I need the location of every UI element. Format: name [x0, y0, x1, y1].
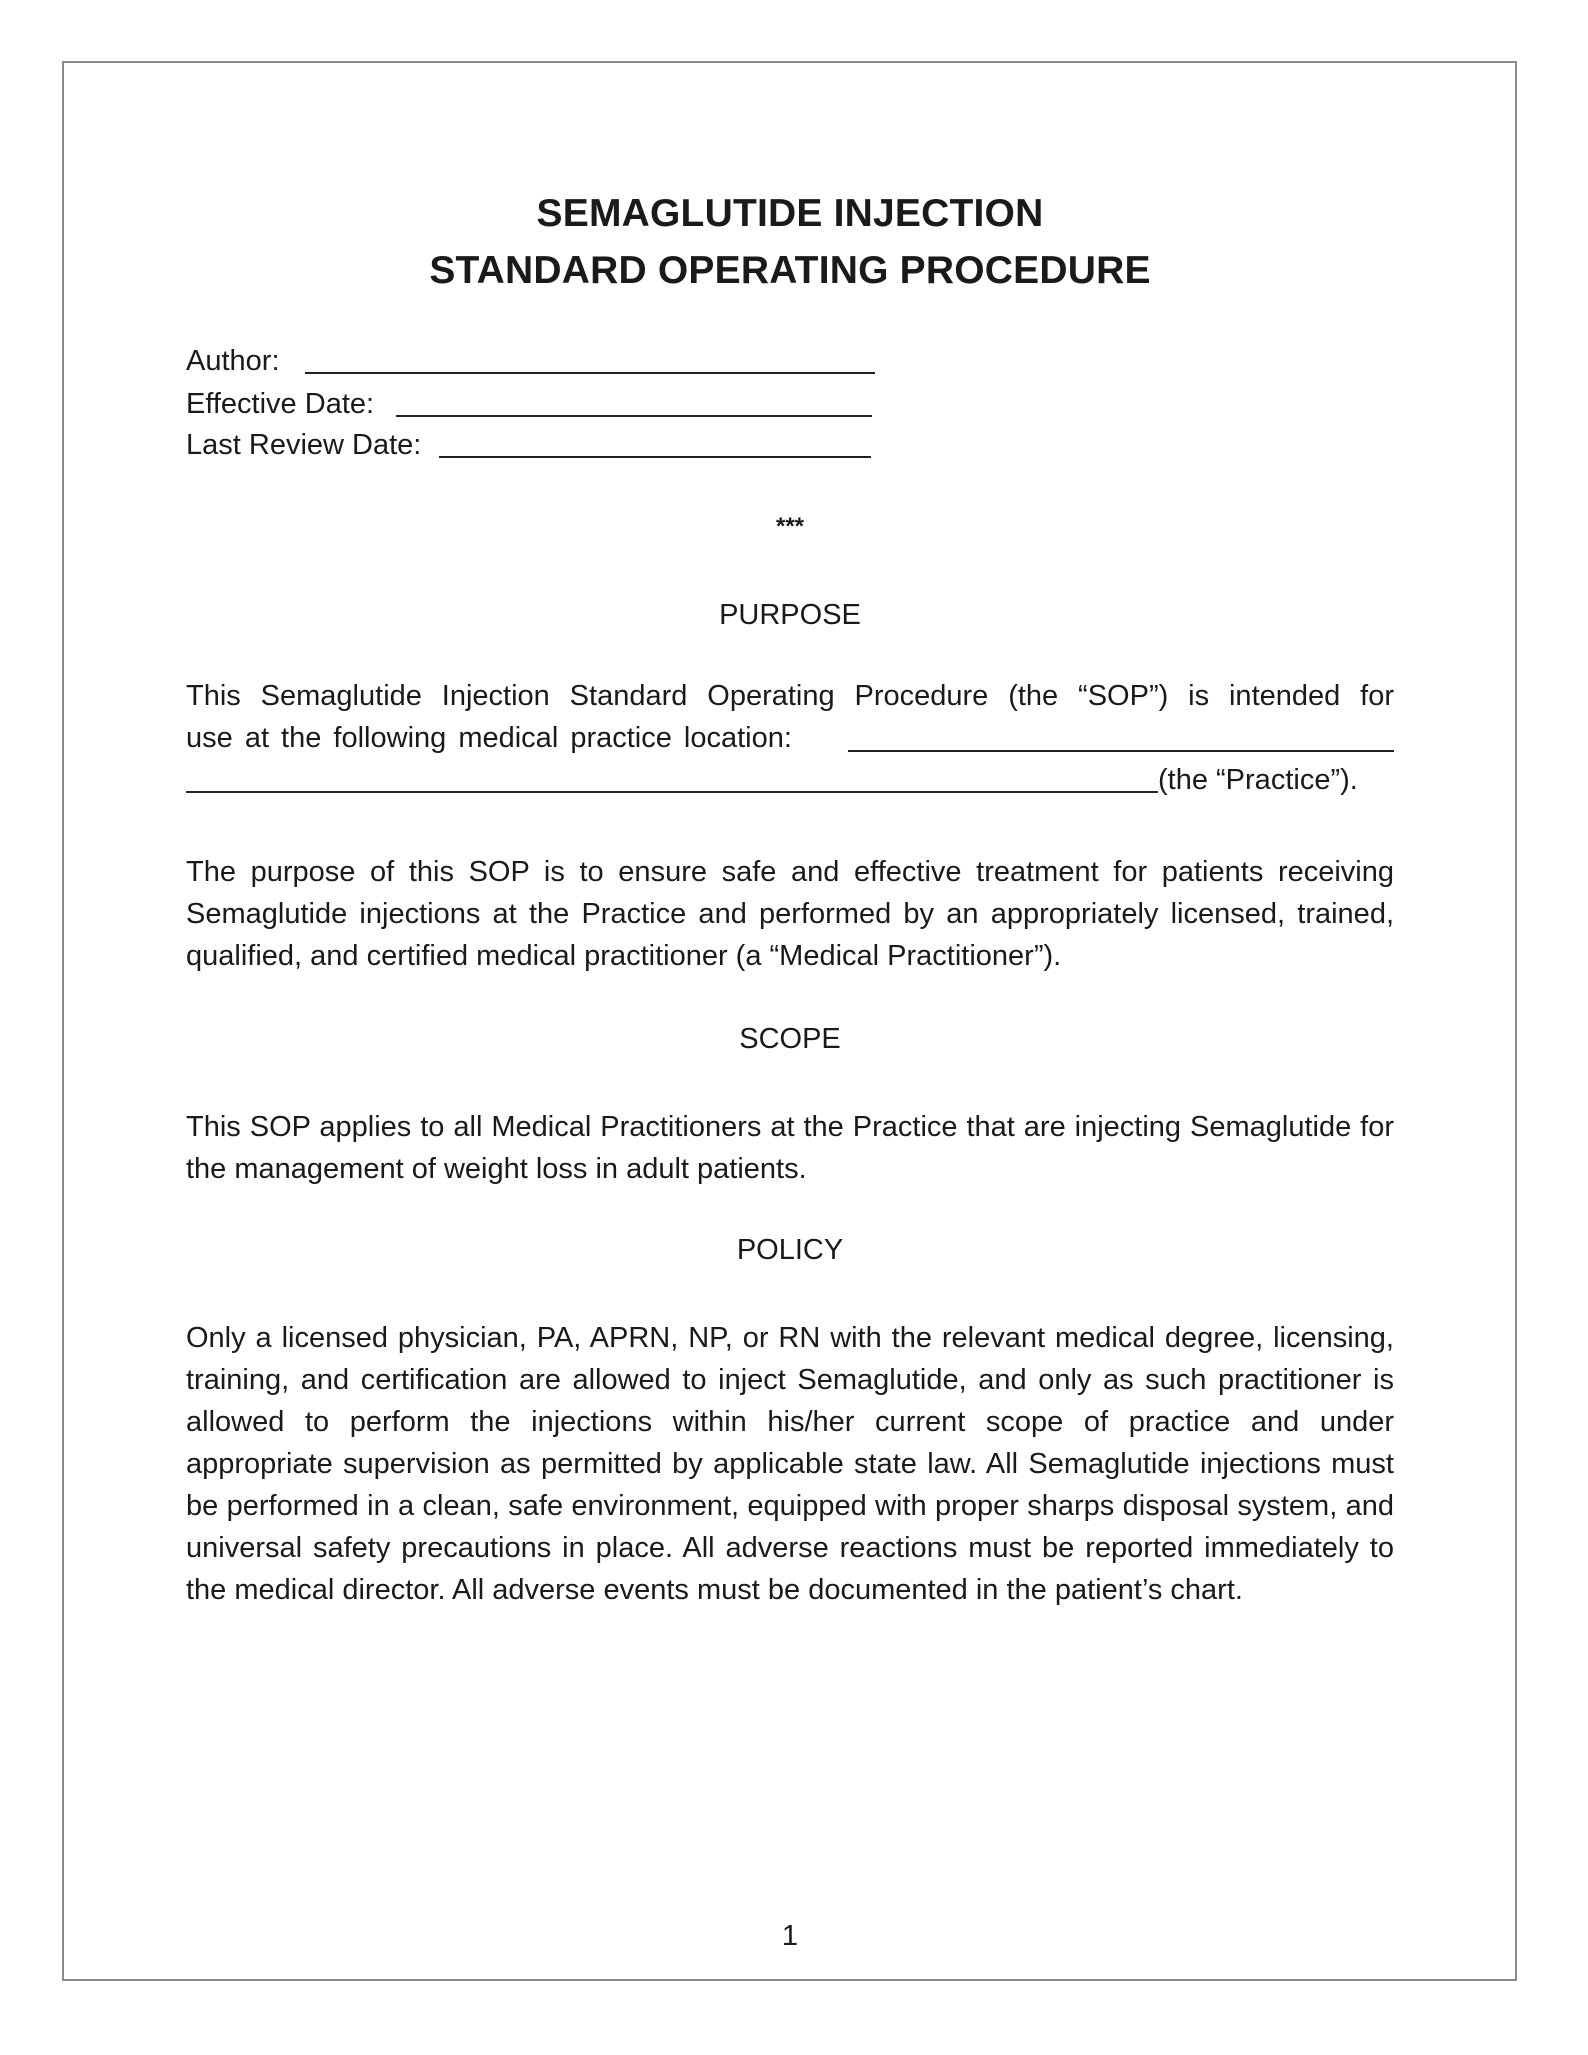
section-separator: *** — [775, 513, 805, 540]
scope-paragraph: This SOP applies to all Medical Practitioners at the Practice that are injecting Semaglutide for the management of weight loss in adult patients. — [186, 1111, 1394, 1185]
last-review-date-label: Last Review Date: — [186, 429, 422, 461]
practice-location-blank-line-2[interactable] — [186, 791, 1158, 793]
document-title-line2: STANDARD OPERATING PROCEDURE — [429, 249, 1151, 292]
purpose-paragraph: The purpose of this SOP is to ensure safe and effective treatment for patients receiving Semaglutide injections at the Practice and performed by an appropriately licensed, trained, qualified, and certified medical practitioner (a “Medical Practitioner”). — [186, 856, 1394, 972]
purpose-intro-line3-suffix: (the “Practice”). — [1158, 764, 1358, 796]
author-blank-line[interactable] — [305, 372, 875, 374]
policy-paragraph: Only a licensed physician, PA, APRN, NP, or RN with the relevant medical degree, licensing, training, and certification are allowed to inject Semaglutide, and only as such practitioner is allowed to perform the injections within his/her current scope of practice and under appropriate supervision as permitted by applicable state law. All Semaglutide injections must be performed in a clean, safe environment, equipped with proper sharps disposal system, and universal safety precautions in place. All adverse reactions must be reported immediately to the medical director. All adverse events must be documented in the patient’s chart. — [186, 1322, 1394, 1606]
page-number: 1 — [781, 1920, 799, 1952]
effective-date-label: Effective Date: — [186, 388, 375, 420]
page-border — [62, 61, 1517, 1981]
purpose-intro-line1: This Semaglutide Injection Standard Operating Procedure (the “SOP”) is intended for — [186, 680, 1394, 712]
scope-heading: SCOPE — [739, 1023, 841, 1055]
author-label: Author: — [186, 345, 280, 377]
effective-date-blank-line[interactable] — [396, 415, 872, 417]
last-review-date-field — [186, 431, 421, 460]
last-review-date-blank-line[interactable] — [439, 456, 871, 458]
purpose-heading: PURPOSE — [719, 599, 861, 631]
purpose-intro-line2: use at the following medical practice location: — [186, 722, 792, 754]
policy-heading: POLICY — [736, 1234, 844, 1266]
effective-date-field — [186, 390, 374, 419]
document-title-line1: SEMAGLUTIDE INJECTION — [536, 192, 1044, 235]
author-field — [186, 347, 280, 376]
practice-location-blank-line-1[interactable] — [848, 750, 1394, 752]
